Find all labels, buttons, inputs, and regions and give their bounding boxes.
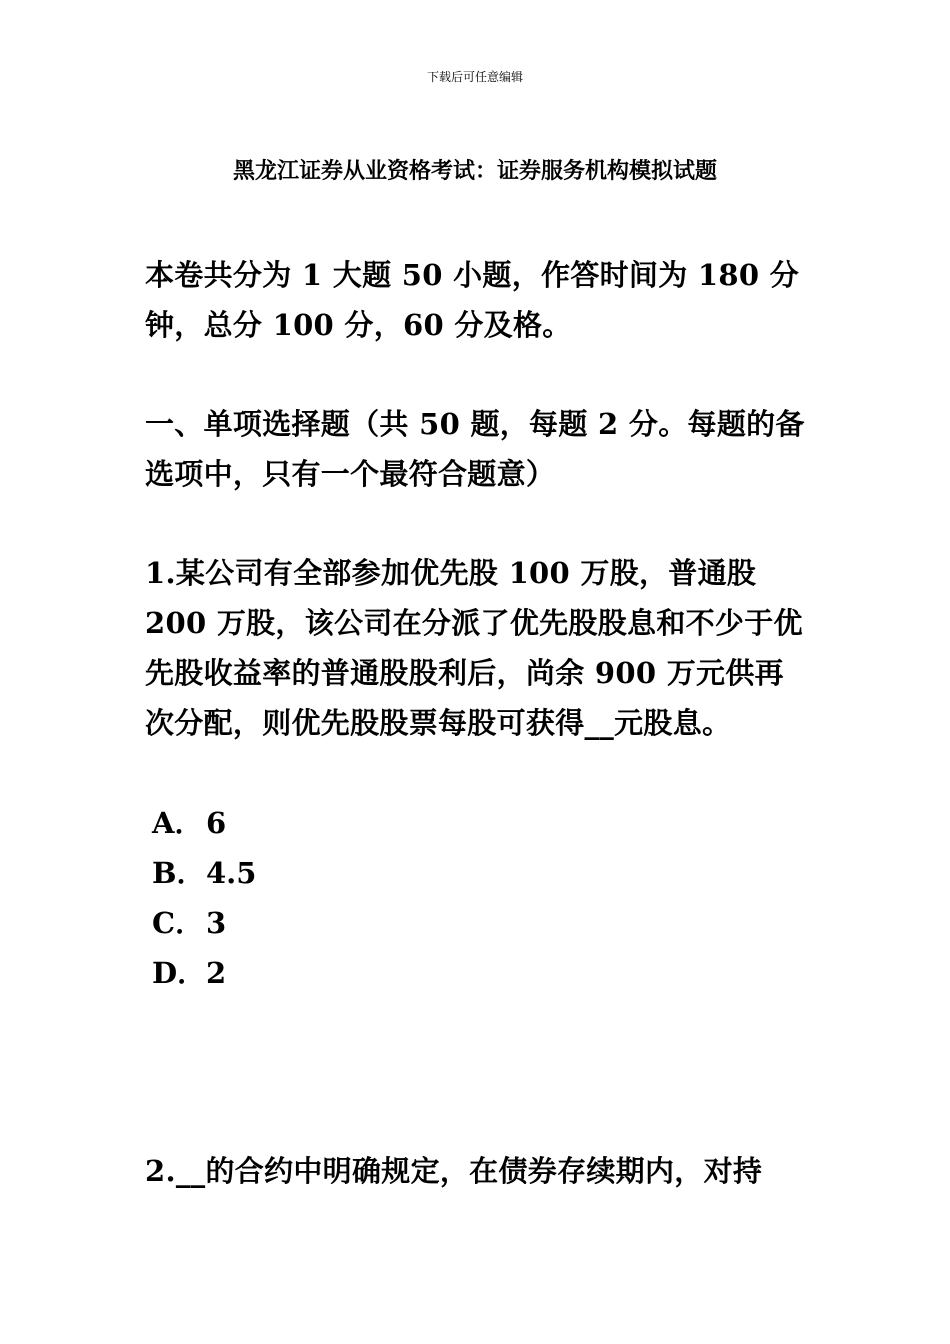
exam-intro: 本卷共分为 1 大题 50 小题，作答时间为 180 分钟，总分 100 分，60 分及格。 [145,258,800,342]
option-a [152,798,256,848]
option-value: 2 [206,956,227,990]
option-c [152,898,256,948]
option-label: A． [152,806,204,840]
option-value: 3 [206,906,227,940]
option-label: C． [152,906,205,940]
question-1-text: 1.某公司有全部参加优先股 100 万股，普通股 200 万股，该公司在分派了优先股股息和不少于优先股收益率的普通股股利后，尚余 900 万元供再次分配，则优先股股票每股可获得__元股息。 [145,556,803,740]
section-heading: 一、单项选择题（共 50 题，每题 2 分。每题的备选项中，只有一个最符合题意） [145,407,805,491]
question-2-text: 2.__的合约中明确规定，在债券存续期内，对持 [145,1154,763,1188]
document-title: 黑龙江证券从业资格考试：证券服务机构模拟试题 [232,158,717,184]
option-d [152,948,256,998]
option-label: B． [152,856,206,890]
header-note: 下载后可任意编辑 [426,70,523,84]
option-value: 4.5 [206,856,257,890]
option-label: D． [152,956,207,990]
option-value: 6 [206,806,227,840]
option-b [152,848,256,898]
question-1-options [152,798,256,998]
